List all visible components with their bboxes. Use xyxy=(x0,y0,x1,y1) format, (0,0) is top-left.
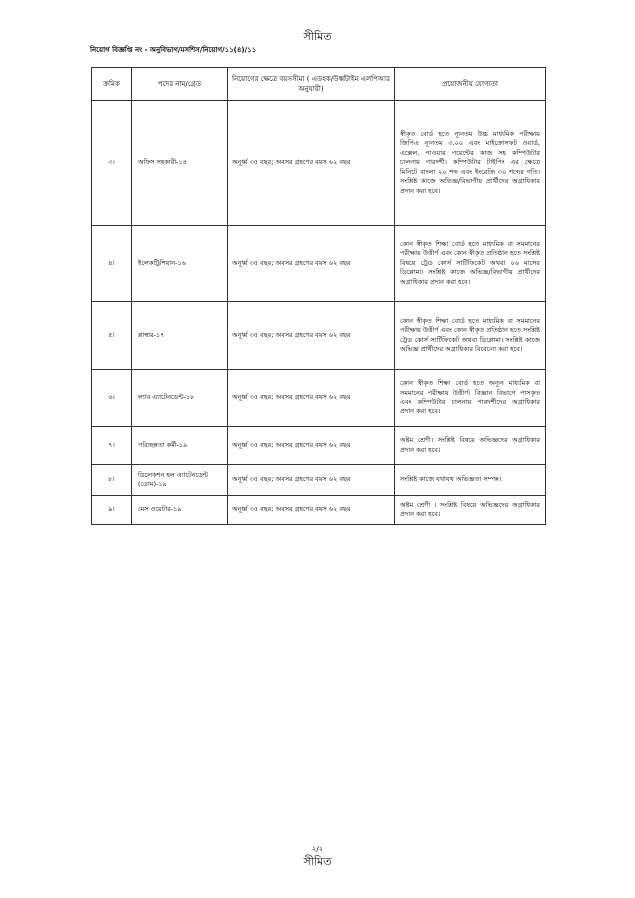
row-serial: ৫। xyxy=(92,302,132,370)
row-post: প্লাম্বার-১৭ xyxy=(132,302,228,370)
row-post: পরিচ্ছন্নতা কর্মী-১৯ xyxy=(132,427,228,465)
row-qualification: সংশ্লিষ্ট কাজে যথাযথ অভিজ্ঞতা সম্পন্ন। xyxy=(395,465,546,496)
page-number: ২/২ xyxy=(311,845,324,853)
row-age-limit: অনূর্ধ্ব ৩৫ বছর; অবসর গ্রহণের বয়স ৬২ বছর xyxy=(228,427,395,465)
header-post: পদের নাম/গ্রেড xyxy=(132,68,228,101)
row-post: মেস ওয়েটার-১৯ xyxy=(132,496,228,525)
row-serial: ৯। xyxy=(92,496,132,525)
table-header-row xyxy=(92,68,546,101)
table-row xyxy=(92,427,546,465)
row-serial: ৮। xyxy=(92,465,132,496)
table-row xyxy=(92,101,546,226)
row-qualification: কোন স্বীকৃত শিক্ষা বোর্ড হতে অন্যূন মাধ্যমিক বা সমমানের পরীক্ষায় উত্তীর্ণ। বিজ্ঞান বিভাগে পাসকৃত এবং কম্পিউটার চালনায় পারদর্শীদের অগ্রাধিকার প্রদান করা হবে। xyxy=(395,370,546,427)
row-serial: ৪। xyxy=(92,226,132,302)
row-post: ডিলেকশন হল এ্যাটেনডেন্ট (ডোম)-১৯ xyxy=(132,465,228,496)
row-age-limit: অনূর্ধ্ব ৩৫ বছর; অবসর গ্রহণের বয়স ৬২ বছর xyxy=(228,302,395,370)
table-row xyxy=(92,465,546,496)
row-qualification: কোন স্বীকৃত শিক্ষা বোর্ড হতে মাধ্যমিক বা সমমানের পরীক্ষায় উত্তীর্ণ এবং কোন স্বীকৃত প্রতিষ্ঠান হতে সংশ্লিষ্ট ট্রেড কোর্স সার্টিফিকেট অথবা ডিপ্লোমা। সংশ্লিষ্ট কাজে অভিজ্ঞ প্রার্থীদের অগ্রাধিকার বিবেচনা করা হবে। xyxy=(395,302,546,370)
classification-footer: সীমিত xyxy=(303,855,332,868)
row-serial: ৭। xyxy=(92,427,132,465)
row-serial: ৬। xyxy=(92,370,132,427)
row-age-limit: অনূর্ধ্ব ৩৫ বছর; অবসর গ্রহণের বয়স ৬২ বছর xyxy=(228,226,395,302)
row-qualification: স্বীকৃত বোর্ড হতে ন্যূনতম উচ্চ মাধ্যমিক পরীক্ষায় জিপিএ ন্যূনতম ৩.০০ এবং মাইক্রোসফট ওয়ার্ড, এক্সেল, পাওয়ার পয়েন্টের কাজ সহ কম্পিউটার চালনায় পারদর্শী। কম্পিউটার টাইপিং এর ক্ষেত্রে মিনিটে বাংলা ২০ শব্দ এবং ইংরেজি ৩০ শব্দের গতি। সংশ্লিষ্ট কাজে অভিজ্ঞ/বিভাগীয় প্রার্থীদের অগ্রাধিকার প্রদান করা হবে। xyxy=(395,101,546,226)
table-row xyxy=(92,226,546,302)
row-qualification: কোন স্বীকৃত শিক্ষা বোর্ড হতে মাধ্যমিক বা সমমানের পরীক্ষায় উত্তীর্ণ এবং কোন স্বীকৃত প্রতিষ্ঠান হতে সংশ্লিষ্ট বিষয়ে ট্রেড কোর্স সার্টিফিকেট অথবা ০৬ মাসের ডিপ্লোমা। সংশ্লিষ্ট কাজে অভিজ্ঞ/বিভাগীয় প্রার্থীদের অগ্রাধিকার প্রদান করা হবে। xyxy=(395,226,546,302)
row-post: ল্যাব এ্যাটেনডেন্ট-১৮ xyxy=(132,370,228,427)
row-post: ইলেকট্রিশিয়ান-১৬ xyxy=(132,226,228,302)
row-age-limit: অনূর্ধ্ব ৩৫ বছর; অবসর গ্রহণের বয়স ৬২ বছর xyxy=(228,370,395,427)
row-post: অফিস সহকারী-১৪ xyxy=(132,101,228,226)
memo-reference: নিয়োগ বিজ্ঞপ্তি নং - অনুবিভাগ/মসশিস/নিয়োগ/১১(৪)/১১ xyxy=(90,46,257,54)
row-serial: ৩। xyxy=(92,101,132,226)
row-qualification: অষ্টম শ্রেণী। সংশ্লিষ্ট বিষয়ে অভিজ্ঞদের অগ্রাধিকার প্রদান করা হবে। xyxy=(395,427,546,465)
header-qualification: প্রয়োজনীয় যোগ্যতা xyxy=(395,68,546,101)
row-age-limit: অনূর্ধ্ব ৩৫ বছর; অবসর গ্রহণের বয়স ৬২ বছর xyxy=(228,101,395,226)
row-qualification: অষ্টম শ্রেণী । সংশ্লিষ্ট বিষয়ে অভিজ্ঞদের অগ্রাধিকার প্রদান করা হবে। xyxy=(395,496,546,525)
table-row xyxy=(92,496,546,525)
recruitment-table xyxy=(91,67,546,525)
header-serial: ক্রমিক xyxy=(92,68,132,101)
classification-header: সীমিত xyxy=(303,30,332,43)
header-age-limit: নিয়োগের ক্ষেত্রে বয়সসীমা ( এডহক/উর্ধ্বটাইম এলপিআর অনুযায়ী) xyxy=(228,68,395,101)
row-age-limit: অনূর্ধ্ব ৩৫ বছর; অবসর গ্রহণের বয়স ৬২ বছর xyxy=(228,465,395,496)
table-row xyxy=(92,302,546,370)
row-age-limit: অনূর্ধ্ব ৩৫ বছর; অবসর গ্রহণের বয়স ৬২ বছর xyxy=(228,496,395,525)
table-row xyxy=(92,370,546,427)
